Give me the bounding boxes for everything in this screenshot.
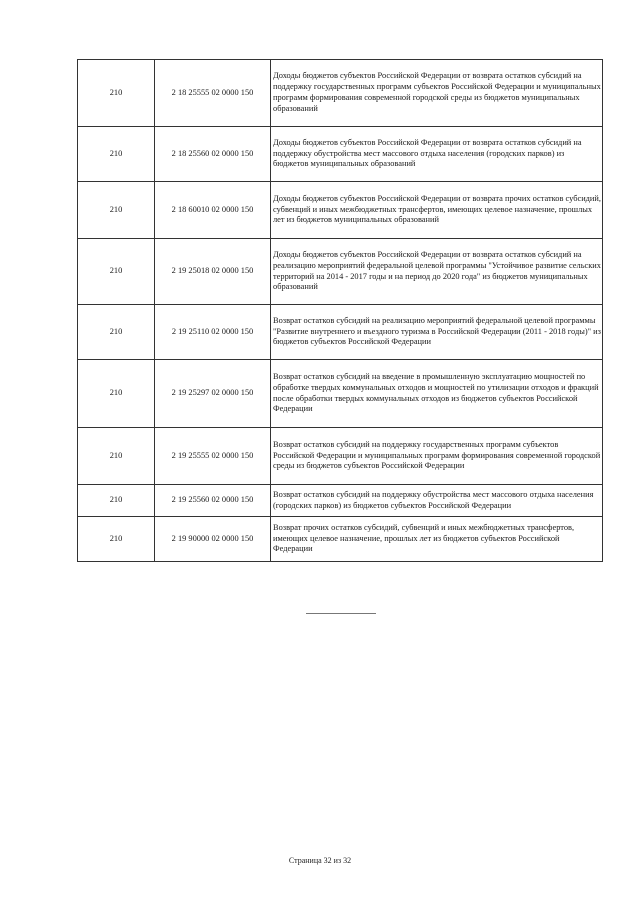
table-row [78, 127, 603, 182]
table-row [78, 239, 603, 305]
budget-code-cell: 2 19 25297 02 0000 150 [155, 360, 271, 428]
budget-code-cell: 2 18 60010 02 0000 150 [155, 182, 271, 239]
budget-code-cell: 2 19 25560 02 0000 150 [155, 485, 271, 517]
budget-code-cell: 2 19 25018 02 0000 150 [155, 239, 271, 305]
table-row [78, 305, 603, 360]
admin-code-cell: 210 [78, 182, 155, 239]
income-name-cell: Возврат остатков субсидий на поддержку обустройства мест массового отдыха населения (городских парков) из бюджетов субъектов Российской Федерации [271, 485, 603, 517]
income-name-cell: Доходы бюджетов субъектов Российской Федерации от возврата прочих остатков субсидий, субвенций и иных межбюджетных трансфертов, имеющих целевое назначение, прошлых лет из бюджетов муниципальных образований [271, 182, 603, 239]
admin-code-cell: 210 [78, 517, 155, 562]
budget-codes-table [77, 59, 603, 562]
budget-code-cell: 2 18 25555 02 0000 150 [155, 60, 271, 127]
admin-code-cell: 210 [78, 360, 155, 428]
admin-code-cell: 210 [78, 428, 155, 485]
budget-code-cell: 2 18 25560 02 0000 150 [155, 127, 271, 182]
income-name-cell: Доходы бюджетов субъектов Российской Федерации от возврата остатков субсидий на поддержку государственных программ субъектов Российской Федерации и муниципальных программ формирования современной городской среды из бюджетов муниципальных образований [271, 60, 603, 127]
table-row [78, 517, 603, 562]
income-name-cell: Возврат остатков субсидий на реализацию мероприятий федеральной целевой программы "Развитие внутреннего и въездного туризма в Российской Федерации (2011 - 2018 годы)" из бюджетов субъектов Российской Федерации [271, 305, 603, 360]
table-row [78, 428, 603, 485]
budget-code-cell: 2 19 25110 02 0000 150 [155, 305, 271, 360]
table-row [78, 485, 603, 517]
admin-code-cell: 210 [78, 60, 155, 127]
income-name-cell: Доходы бюджетов субъектов Российской Федерации от возврата остатков субсидий на поддержку обустройства мест массового отдыха населения (городских парков) из бюджетов муниципальных образований [271, 127, 603, 182]
income-name-cell: Возврат остатков субсидий на поддержку государственных программ субъектов Российской Федерации и муниципальных программ формирования современной городской среды из бюджетов субъектов Российской Федерации [271, 428, 603, 485]
budget-code-cell: 2 19 90000 02 0000 150 [155, 517, 271, 562]
income-name-cell: Доходы бюджетов субъектов Российской Федерации от возврата остатков субсидий на реализацию мероприятий федеральной целевой программы "Устойчивое развитие сельских территорий на 2014 - 2017 годы и на период до 2020 года" из бюджетов муниципальных образований [271, 239, 603, 305]
budget-code-cell: 2 19 25555 02 0000 150 [155, 428, 271, 485]
income-name-cell: Возврат остатков субсидий на введение в промышленную эксплуатацию мощностей по обработке твердых коммунальных отходов и мощностей по утилизации отходов и фракций после обработки твердых коммунальных отходов из бюджетов субъектов Российской Федерации [271, 360, 603, 428]
table-row [78, 360, 603, 428]
table-row [78, 60, 603, 127]
admin-code-cell: 210 [78, 305, 155, 360]
income-name-cell: Возврат прочих остатков субсидий, субвенций и иных межбюджетных трансфертов, имеющих целевое назначение, прошлых лет из бюджетов субъектов Российской Федерации [271, 517, 603, 562]
footnote-separator-line [306, 613, 376, 614]
table-row [78, 182, 603, 239]
page-number-footer: Страница 32 из 32 [288, 856, 352, 865]
admin-code-cell: 210 [78, 239, 155, 305]
admin-code-cell: 210 [78, 127, 155, 182]
admin-code-cell: 210 [78, 485, 155, 517]
